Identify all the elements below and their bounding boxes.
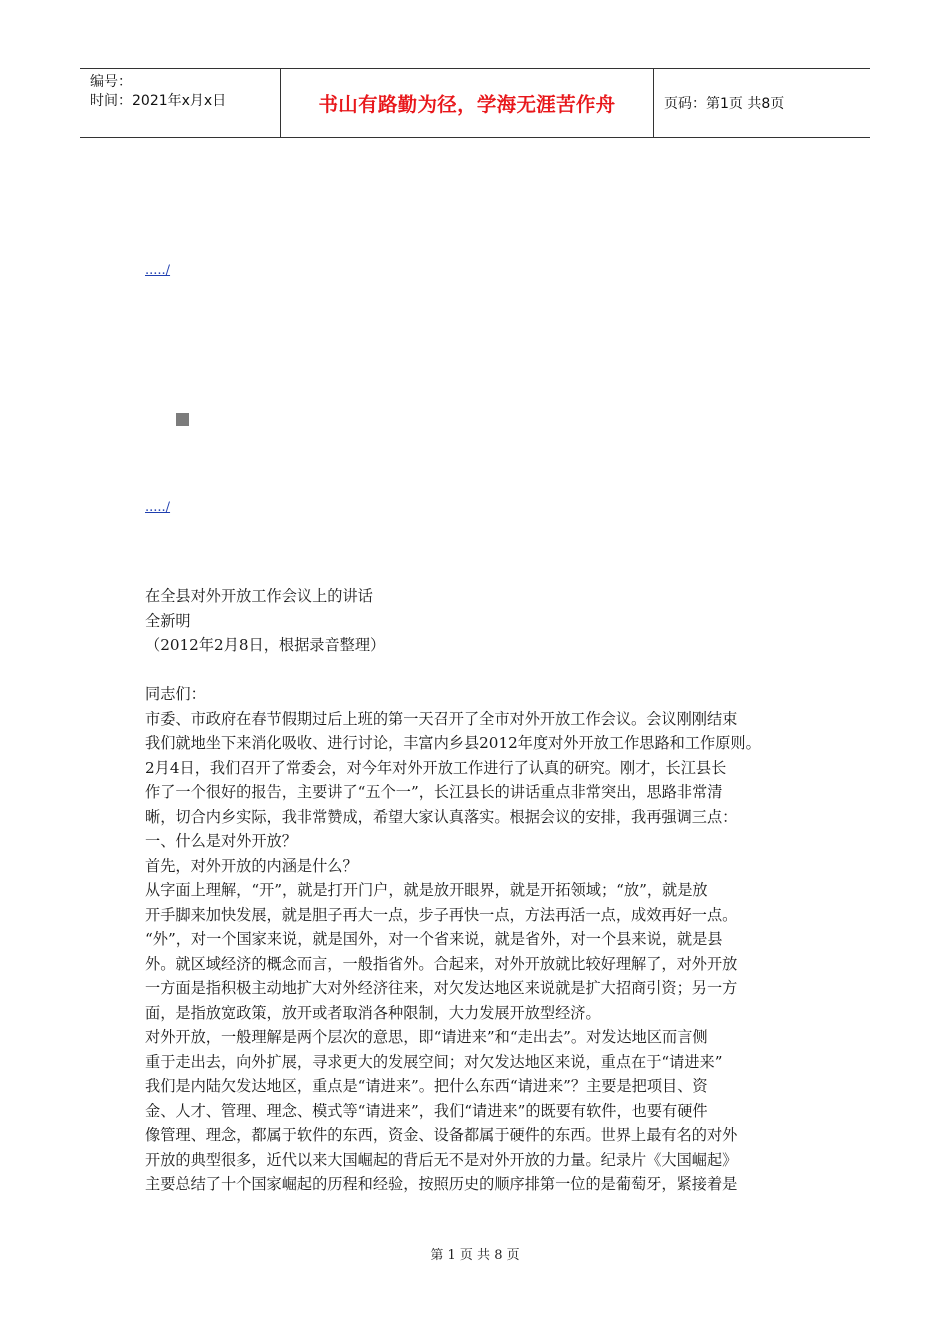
text-line: 作了一个很好的报告，主要讲了“五个一”，长江县长的讲话重点非常突出，思路非常清 [145, 783, 723, 801]
text-line: 市委、市政府在春节假期过后上班的第一天召开了全市对外开放工作会议。会议刚刚结束 [145, 709, 738, 728]
text-line: “外”，对一个国家来说，就是国外，对一个省来说，就是省外，对一个县来说，就是县 [145, 930, 723, 948]
text-line: 开手脚来加快发展，就是胆子再大一点，步子再快一点，方法再活一点，成效再好一点。 [145, 905, 738, 924]
header-meta [80, 69, 281, 137]
speech-author: 全新明 [145, 611, 191, 630]
text-line: 我们就地坐下来消化吸收、进行讨论，丰富内乡县2012年度对外开放工作思路和工作原则。 [145, 734, 761, 752]
time-label: 时间：2021年x月x日 [90, 93, 227, 109]
text-line: 一、什么是对外开放？ [145, 832, 297, 850]
text-line: 晰，切合内乡实际，我非常赞成，希望大家认真落实。根据会议的安排，我再强调三点： [145, 807, 738, 826]
dotted-link-1[interactable]: ...../ [145, 263, 171, 278]
number-label: 编号： [90, 74, 132, 90]
text-line: 主要总结了十个国家崛起的历程和经验，按照历史的顺序排第一位的是葡萄牙，紧接着是 [145, 1175, 738, 1193]
speech-body [145, 584, 825, 1197]
paragraph-gap [145, 658, 825, 683]
text-line: 2月4日，我们召开了常委会，对今年对外开放工作进行了认真的研究。刚才，长江县长 [145, 758, 727, 777]
text-line: 一方面是指积极主动地扩大对外经济往来，对欠发达地区来说就是扩大招商引资；另一方 [145, 979, 738, 997]
speech-title: 在全县对外开放工作会议上的讲话 [145, 587, 373, 605]
header-page-info [654, 69, 870, 137]
page-info-label: 页码：第1页 共8页 [664, 96, 785, 112]
text-line: 从字面上理解，“开”，就是打开门户，就是放开眼界，就是开拓领域；“放”，就是放 [145, 881, 708, 899]
text-line: 同志们： [145, 685, 206, 703]
text-line: 重于走出去，向外扩展，寻求更大的发展空间；对欠发达地区来说，重点在于“请进来” [145, 1052, 723, 1071]
header-motto-cell [281, 69, 654, 137]
speech-date-note: （2012年2月8日，根据录音整理） [145, 636, 386, 654]
text-line: 我们是内陆欠发达地区，重点是“请进来”。把什么东西“请进来”？主要是把项目、资 [145, 1077, 708, 1095]
text-line: 面，是指放宽政策，放开或者取消各种限制，大力发展开放型经济。 [145, 1003, 601, 1022]
text-line: 像管理、理念，都属于软件的东西，资金、设备都属于硬件的东西。世界上最有名的对外 [145, 1126, 738, 1144]
text-line: 金、人才、管理、理念、模式等“请进来”，我们“请进来”的既要有软件，也要有硬件 [145, 1101, 708, 1120]
text-line: 对外开放，一般理解是两个层次的意思，即“请进来”和“走出去”。对发达地区而言侧 [145, 1028, 708, 1046]
text-line: 首先，对外开放的内涵是什么？ [145, 856, 358, 875]
square-icon [176, 413, 189, 426]
document-header [80, 68, 870, 138]
dotted-link-2[interactable]: ...../ [145, 500, 171, 515]
header-motto: 书山有路勤为径，学海无涯苦作舟 [318, 93, 616, 116]
text-line: 外。就区域经济的概念而言，一般指省外。合起来，对外开放就比较好理解了，对外开放 [145, 954, 738, 973]
page-footer: 第 1 页 共 8 页 [430, 1248, 520, 1263]
text-line: 开放的典型很多，近代以来大国崛起的背后无不是对外开放的力量。纪录片《大国崛起》 [145, 1150, 738, 1169]
